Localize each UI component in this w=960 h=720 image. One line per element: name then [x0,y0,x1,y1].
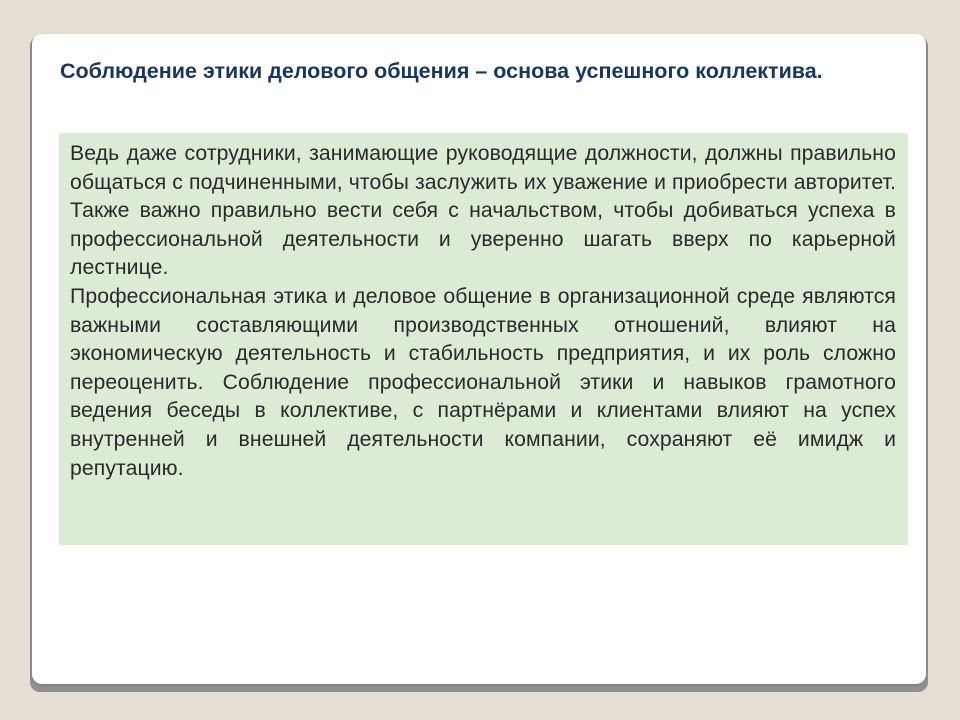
paragraph-1: Ведь даже сотрудники, занимающие руководящие должности, должны правильно общаться с подчиненными, чтобы заслужить их уважение и приобрести авторитет. Также важно правильно вести себя с начальством, чтобы добиваться успеха в профессиональной деятельности и уверенно шагать вверх по карьерной лестнице. [70,142,896,280]
content-box [59,133,908,545]
paragraph-2: Профессиональная этика и деловое общение в организационной среде являются важными составляющими производственных отношений, влияют на экономическую деятельность и стабильность предприятия, и их роль сложно переоценить. Соблюдение профессиональной этики и навыков грамотного ведения беседы в коллективе, с партнёрами и клиентами влияют на успех внутренней и внешней деятельности компании, сохраняют её имидж и репутацию. [70,284,896,480]
slide-title: Соблюдение этики делового общения – основа успешного коллектива. [60,59,823,83]
